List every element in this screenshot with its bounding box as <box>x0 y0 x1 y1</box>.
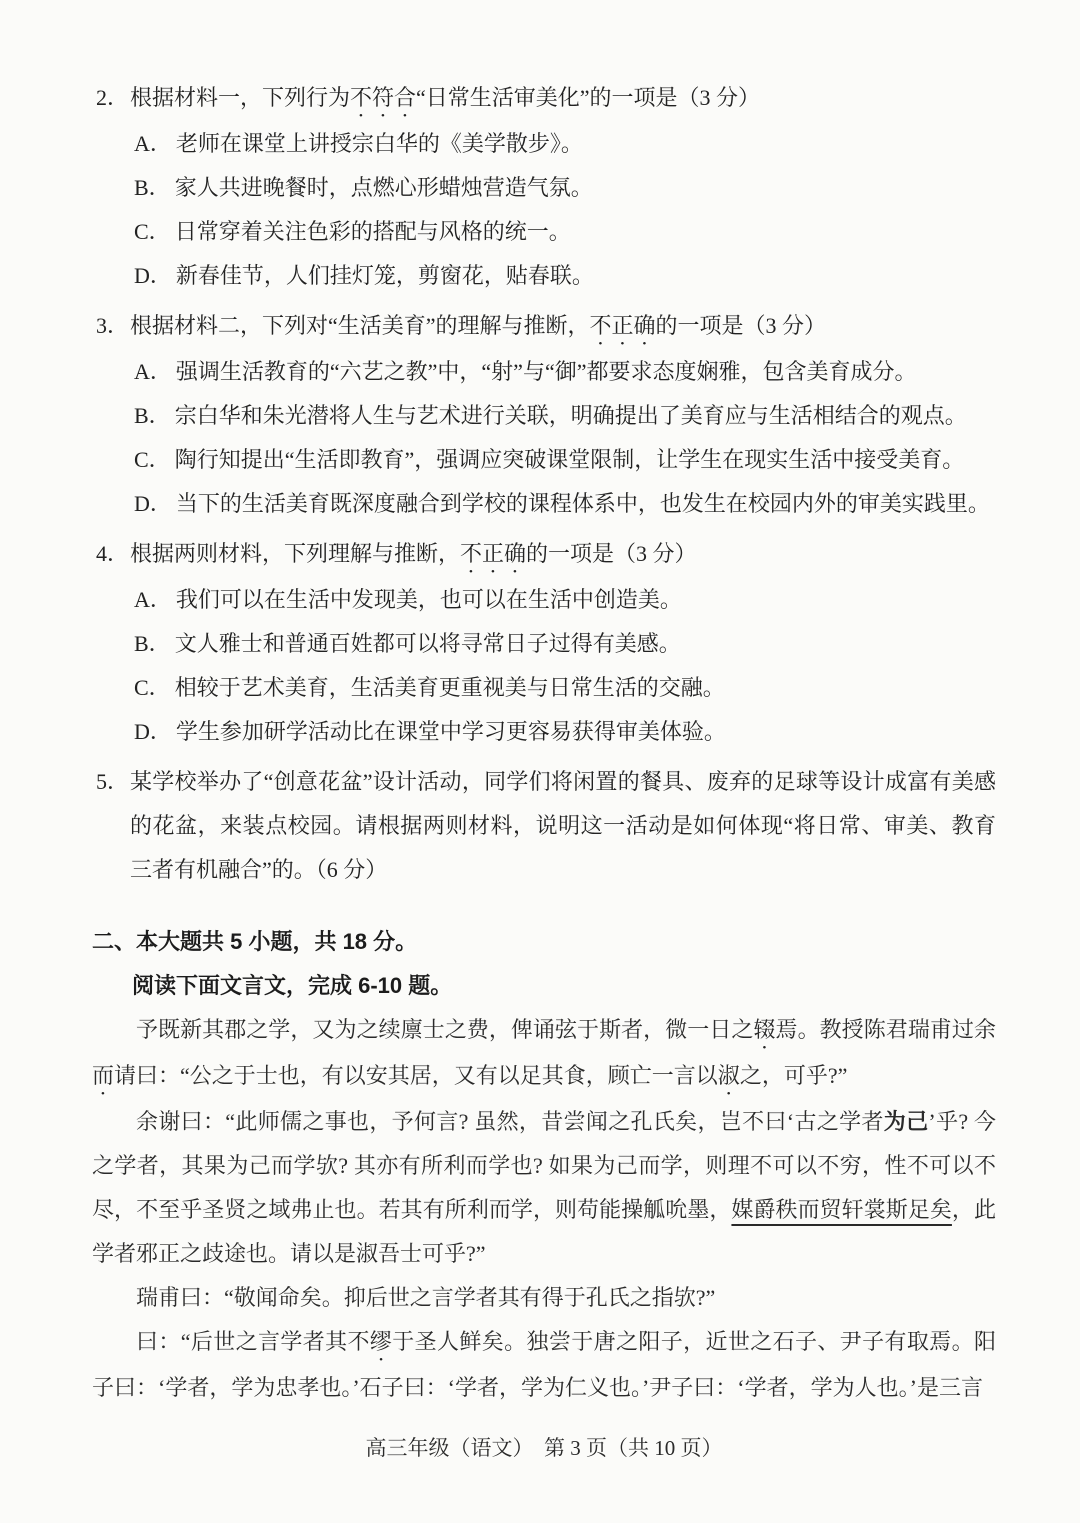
option-label: B． <box>134 403 171 428</box>
passage-paragraph-4 <box>92 1320 996 1410</box>
bold-phrase: 为己 <box>883 1109 929 1134</box>
question-3 <box>96 304 996 526</box>
option-label: D． <box>134 719 172 744</box>
option-text: 文人雅士和普通百姓都可以将寻常日子过得有美感。 <box>174 631 681 656</box>
question-3-option-b <box>96 394 996 438</box>
passage-paragraph-1 <box>92 1008 996 1100</box>
passage-paragraph-2 <box>92 1100 996 1276</box>
question-5-stem <box>96 760 996 892</box>
option-label: A． <box>134 587 172 612</box>
stem-text-pre: 根据材料二，下列对“生活美育”的理解与推断， <box>130 313 590 338</box>
passage-text: 于圣人鲜矣。独尝于唐之阳子，近世之石子、尹子有取焉。阳子曰：‘学者，学为忠孝也。’石子曰：‘学者，学为仁义也。’尹子曰：‘学者，学为人也。’是三言 <box>92 1329 996 1400</box>
question-2 <box>96 76 996 298</box>
question-4-stem-text <box>130 532 996 578</box>
underlined-phrase: 媒爵秩而贸轩裳斯足矣 <box>731 1197 952 1222</box>
option-text: 日常穿着关注色彩的搭配与风格的统一。 <box>174 219 571 244</box>
annotated-char: 辍 <box>753 1017 776 1042</box>
annotated-char: 淑 <box>717 1063 740 1088</box>
question-2-option-b <box>96 166 996 210</box>
passage-text: 予既新其郡之学，又为之续廪士之费，俾诵弦于斯者，微一日之 <box>136 1017 754 1042</box>
option-label: A． <box>134 359 172 384</box>
option-label: D． <box>134 491 172 516</box>
passage-text: 请曰：“公之于士也，有以安其居，又有以足其食，顾亡一言以 <box>114 1063 718 1088</box>
option-label: C． <box>134 675 171 700</box>
passage-paragraph-3: 瑞甫曰：“敬闻命矣。抑后世之言学者其有得于孔氏之指欤?” <box>136 1285 716 1310</box>
annotated-char: 缪 <box>369 1329 393 1354</box>
question-4-number: 4． <box>96 541 130 566</box>
option-label: B． <box>134 175 171 200</box>
passage-text: ，此学者邪正之歧途也。请以是淑吾士可乎?” <box>92 1197 996 1266</box>
stem-text-post: “日常生活审美化”的一项是（3 分） <box>416 85 761 110</box>
stem-emphasized-text: 不符合 <box>350 85 417 110</box>
option-label: C． <box>134 219 171 244</box>
stem-emphasized-text: 不正确 <box>589 313 656 338</box>
passage-text: 曰：“后世之言学者其不 <box>136 1329 370 1354</box>
question-3-number: 3． <box>96 313 130 338</box>
option-text: 强调生活教育的“六艺之教”中，“射”与“御”都要求态度娴雅，包含美育成分。 <box>175 359 917 384</box>
option-text: 陶行知提出“生活即教育”，强调应突破课堂限制，让学生在现实生活中接受美育。 <box>174 447 965 472</box>
option-text: 我们可以在生活中发现美，也可以在生活中创造美。 <box>175 587 682 612</box>
option-text: 宗白华和朱光潜将人生与艺术进行关联，明确提出了美育应与生活相结合的观点。 <box>174 403 967 428</box>
question-3-option-a <box>96 350 996 394</box>
question-5-number: 5． <box>96 769 130 794</box>
stem-text-post: 的一项是（3 分） <box>655 313 827 338</box>
classical-passage <box>92 1008 996 1410</box>
option-text: 新春佳节，人们挂灯笼，剪窗花，贴春联。 <box>175 263 594 288</box>
question-4-stem <box>96 532 996 578</box>
section-2-instruction: 阅读下面文言文，完成 6-10 题。 <box>132 973 453 998</box>
option-text: 老师在课堂上讲授宗白华的《美学散步》。 <box>175 131 583 156</box>
stem-text-pre: 根据材料一，下列行为 <box>130 85 351 110</box>
option-label: A． <box>134 131 172 156</box>
section-2-header <box>92 920 996 1008</box>
question-4 <box>96 532 996 754</box>
option-text: 学生参加研学活动比在课堂中学习更容易获得审美体验。 <box>175 719 726 744</box>
page-footer: 高三年级（语文） 第 3 页（共 10 页） <box>365 1436 723 1460</box>
question-5-text: 某学校举办了“创意花盆”设计活动，同学们将闲置的餐具、废弃的足球等设计成富有美感的花盆，来装点校园。请根据两则材料，说明这一活动是如何体现“将日常、审美、教育三者有机融合”的。（6 分） <box>130 769 996 882</box>
question-2-option-d <box>96 254 996 298</box>
question-3-option-d <box>96 482 996 526</box>
question-2-stem-text <box>130 76 996 122</box>
question-3-stem-text <box>130 304 996 350</box>
passage-text: ’乎? 今之学者，其果为己而学欤? 其亦有所利而学也? 如果为己而学，则理不可以不穷，性不可以不尽，不至乎圣贤之域弗止也。若其有所利而学，则苟能操觚吮墨， <box>92 1109 996 1222</box>
question-5 <box>96 760 996 892</box>
passage-text: 之，可乎?” <box>739 1063 848 1088</box>
question-4-option-b <box>96 622 996 666</box>
question-2-stem <box>96 76 996 122</box>
question-2-option-c <box>96 210 996 254</box>
question-2-option-a <box>96 122 996 166</box>
stem-text-post: 的一项是（3 分） <box>526 541 697 566</box>
stem-emphasized-text: 不正确 <box>460 541 527 566</box>
stem-text-pre: 根据两则材料，下列理解与推断， <box>130 541 461 566</box>
option-text: 当下的生活美育既深度融合到学校的课程体系中，也发生在校园内外的审美实践里。 <box>175 491 990 516</box>
question-4-option-c <box>96 666 996 710</box>
passage-text: 余谢曰：“此师儒之事也，予何言? 虽然，昔尝闻之孔氏矣，岂不曰‘古之学者 <box>136 1109 884 1134</box>
option-text: 家人共进晚餐时，点燃心形蜡烛营造气氛。 <box>174 175 593 200</box>
option-label: D． <box>134 263 172 288</box>
option-label: C． <box>134 447 171 472</box>
passage-text: 焉。教授陈君瑞甫过余 <box>775 1017 996 1042</box>
annotated-char: 而 <box>92 1063 115 1088</box>
option-text: 相较于艺术美育，生活美育更重视美与日常生活的交融。 <box>174 675 725 700</box>
question-4-option-a <box>96 578 996 622</box>
question-2-number: 2． <box>96 85 130 110</box>
section-2-title: 二、本大题共 5 小题，共 18 分。 <box>92 929 418 954</box>
option-label: B． <box>134 631 171 656</box>
question-3-option-c <box>96 438 996 482</box>
question-4-option-d <box>96 710 996 754</box>
question-3-stem <box>96 304 996 350</box>
